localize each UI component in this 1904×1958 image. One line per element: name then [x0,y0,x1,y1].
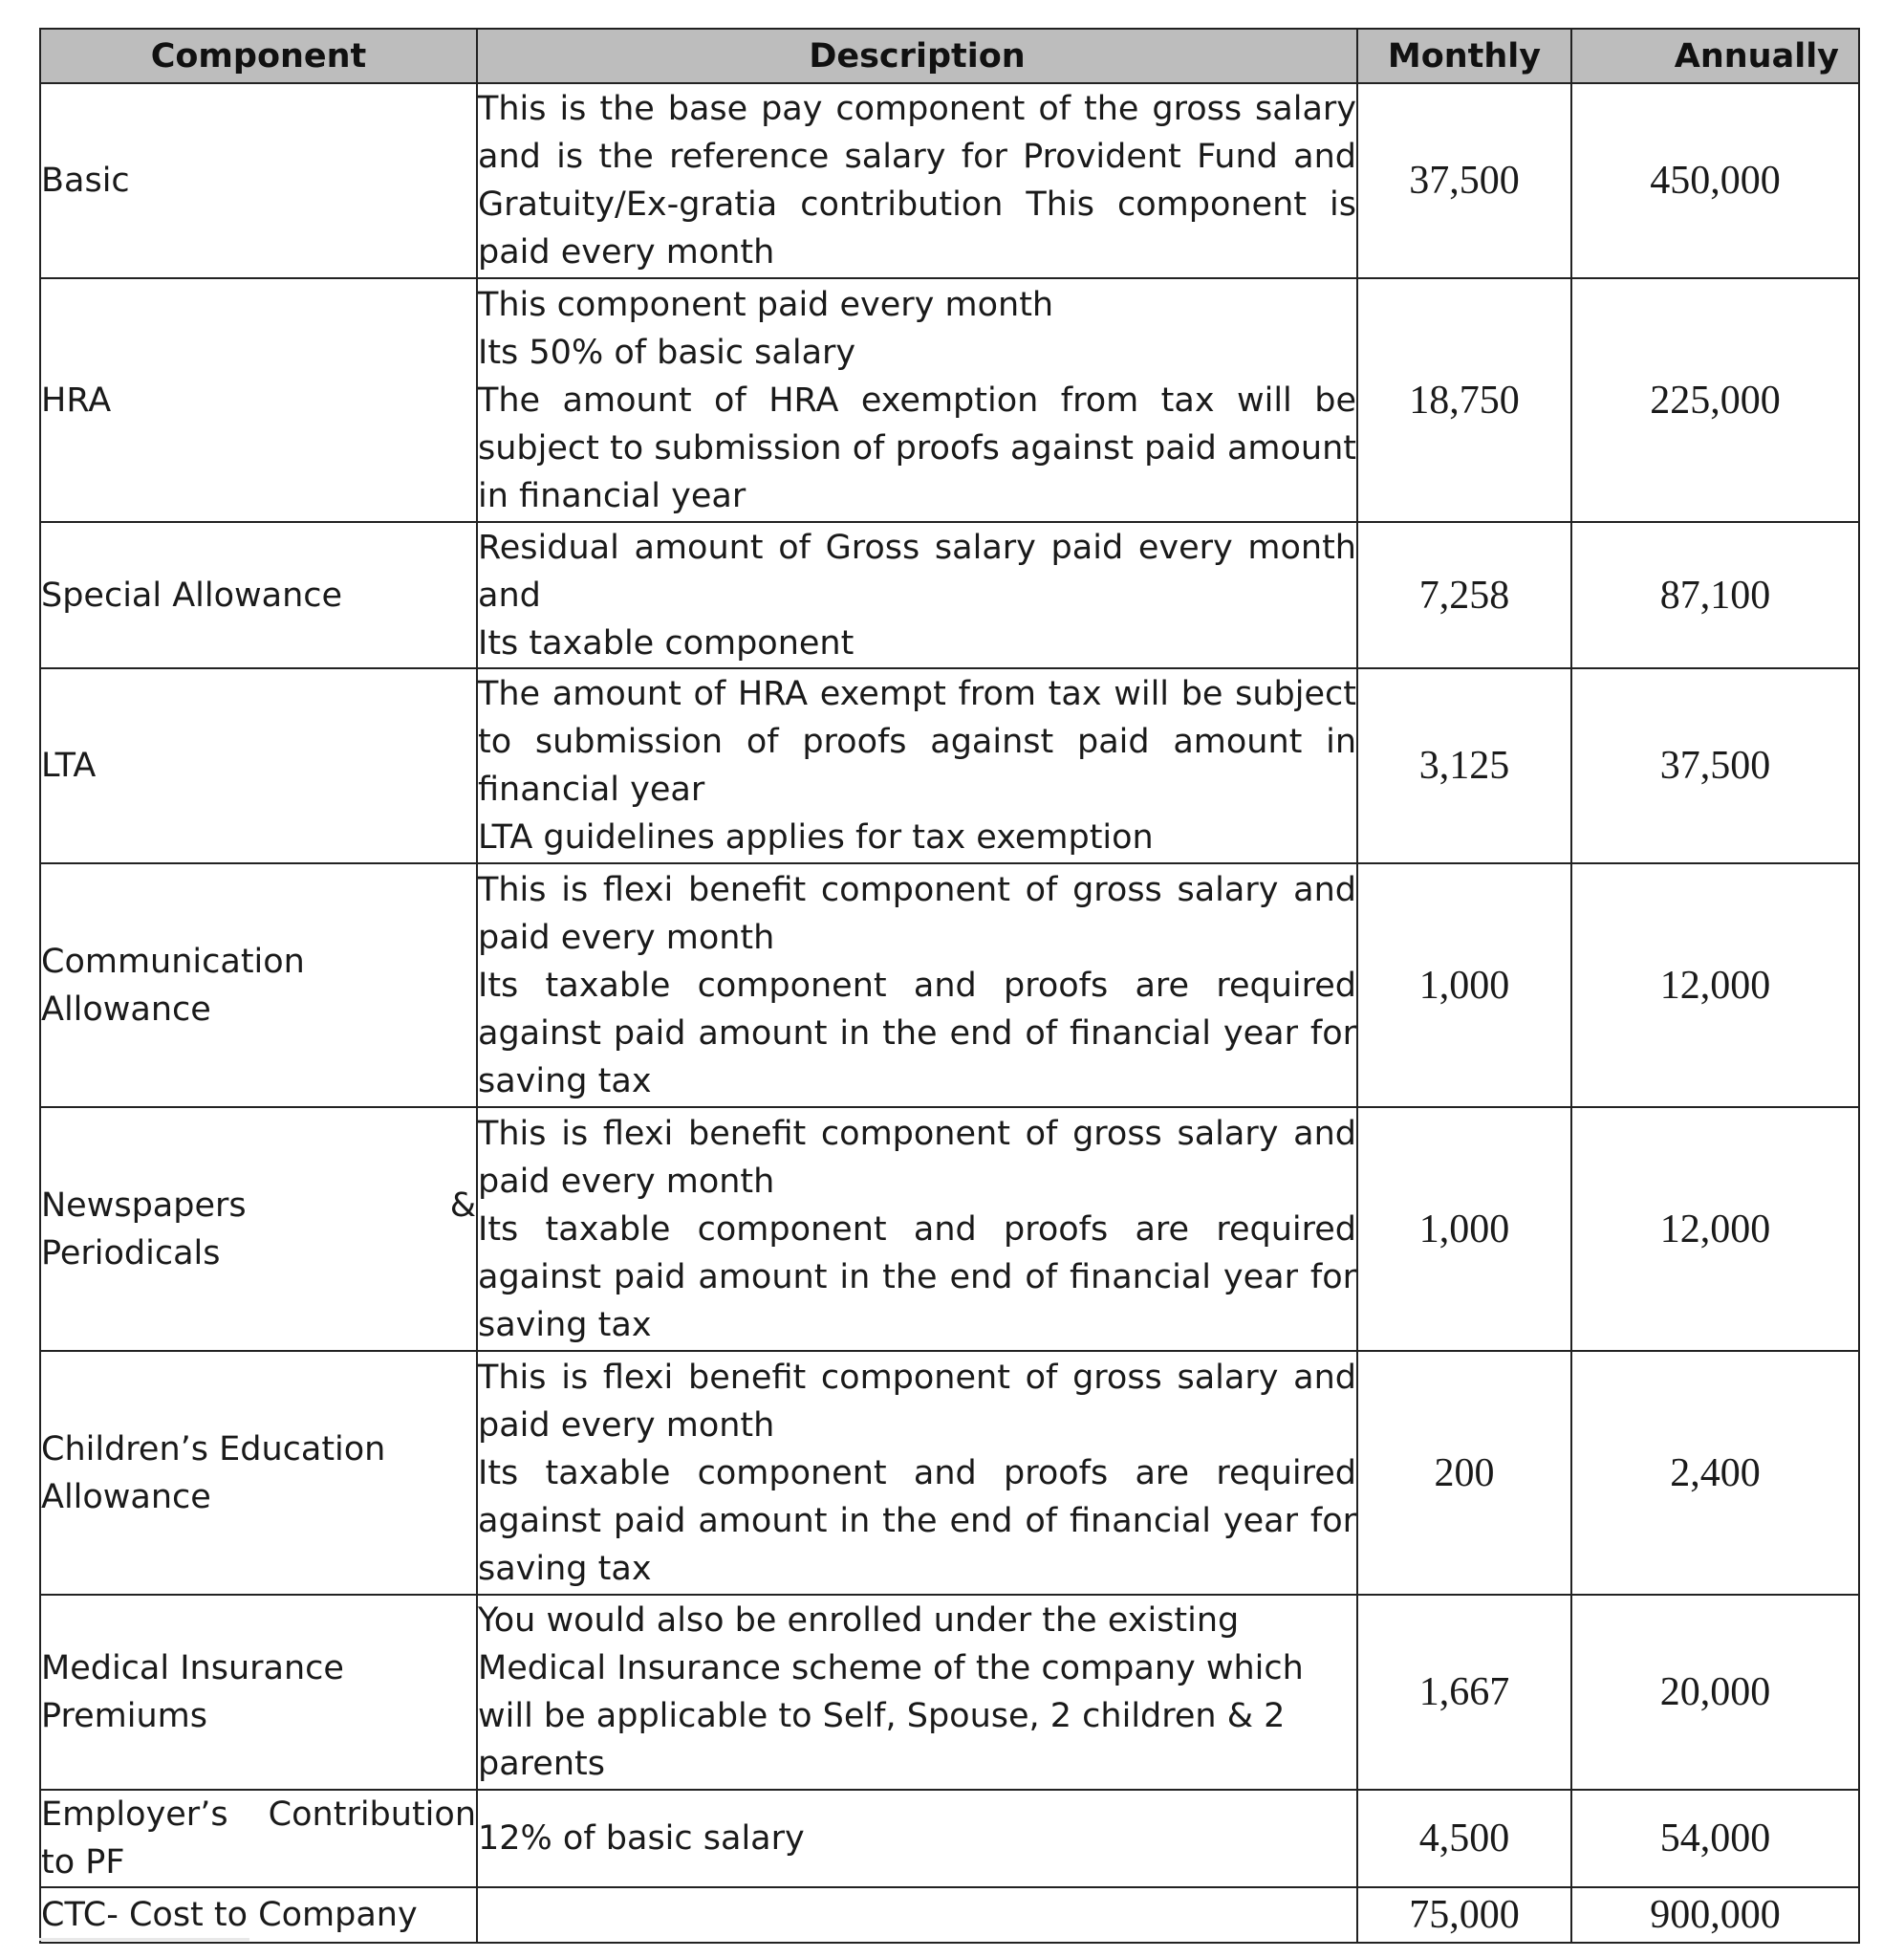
annually-cell: 12,000 [1571,1107,1859,1351]
monthly-cell: 200 [1357,1351,1571,1595]
table-row [40,1595,1859,1790]
table-row [40,1790,1859,1887]
table-row [40,278,1859,522]
monthly-cell: 3,125 [1357,668,1571,863]
component-line: Allowance [41,990,211,1029]
component-line: Medical Insurance [41,1649,344,1687]
component-cell: HRA [40,278,477,522]
component-line: Allowance [41,1477,211,1516]
component-line: Children’s Education [41,1429,386,1468]
header-component: Component [40,29,477,83]
description-cell [477,1107,1357,1351]
annually-cell: 2,400 [1571,1351,1859,1595]
annually-cell: 87,100 [1571,522,1859,668]
header-monthly: Monthly [1357,29,1571,83]
description-line: This component paid every month [478,285,1054,324]
annually-cell: 37,500 [1571,668,1859,863]
table-row [40,83,1859,278]
description-cell [477,522,1357,668]
table-row [40,1351,1859,1595]
description-line: This is flexi benefit component of gross salary and paid every month [478,870,1356,957]
component-cell: LTA [40,668,477,863]
header-description: Description [477,29,1357,83]
annually-cell: 12,000 [1571,863,1859,1107]
component-cell: Basic [40,83,477,278]
component-cell [40,1595,477,1790]
monthly-cell: 1,667 [1357,1595,1571,1790]
description-cell: 12% of basic salary [477,1790,1357,1887]
monthly-cell: 7,258 [1357,522,1571,668]
description-line: Its 50% of basic salary [478,333,856,372]
component-word: & [449,1186,476,1225]
salary-breakdown-table [39,28,1860,1944]
description-line: Its taxable component and proofs are required against paid amount in the end of financial year for saving tax [478,966,1356,1100]
description-line: Its taxable component and proofs are required against paid amount in the end of financial year for saving tax [478,1209,1356,1344]
table-row-total [40,1887,1859,1943]
table-row [40,863,1859,1107]
annually-cell: 900,000 [1571,1887,1859,1943]
header-row [40,29,1859,83]
description-cell [477,1887,1357,1943]
monthly-cell: 1,000 [1357,1107,1571,1351]
annually-cell: 54,000 [1571,1790,1859,1887]
header-annually: Annually [1571,29,1859,83]
description-line: Its taxable component and proofs are required against paid amount in the end of financial year for saving tax [478,1453,1356,1588]
component-line: Periodicals [41,1233,221,1273]
description-cell [477,278,1357,522]
description-line: The amount of HRA exemption from tax will be subject to submission of proofs against paid amount in financial year [478,381,1356,515]
monthly-cell: 37,500 [1357,83,1571,278]
annually-cell: 450,000 [1571,83,1859,278]
description-cell [477,668,1357,863]
table-row [40,668,1859,863]
component-cell: Employer’s Contribution to PF [40,1790,477,1887]
description-cell [477,1351,1357,1595]
monthly-cell: 75,000 [1357,1887,1571,1943]
description-cell: You would also be enrolled under the existing Medical Insurance scheme of the company which will be applicable to Self, Spouse, 2 children & 2 parents [477,1595,1357,1790]
description-line: This is flexi benefit component of gross salary and paid every month [478,1358,1356,1445]
component-word: Newspapers [41,1186,247,1225]
table-row [40,1107,1859,1351]
description-cell [477,863,1357,1107]
description-line: Residual amount of Gross salary paid every month and [478,528,1356,615]
page-edge-divider [39,1938,249,1941]
description-cell: This is the base pay component of the gross salary and is the reference salary for Provident Fund and Gratuity/Ex-gratia contribution This component is paid every month [477,83,1357,278]
component-cell: CTC- Cost to Company [40,1887,477,1943]
component-cell [40,1107,477,1351]
table-row [40,522,1859,668]
description-line: LTA guidelines applies for tax exemption [478,818,1154,857]
monthly-cell: 1,000 [1357,863,1571,1107]
component-line: Premiums [41,1697,207,1735]
component-cell: Special Allowance [40,522,477,668]
component-cell [40,863,477,1107]
monthly-cell: 18,750 [1357,278,1571,522]
component-line: Communication [41,942,305,981]
component-line [41,1182,476,1229]
monthly-cell: 4,500 [1357,1790,1571,1887]
component-cell [40,1351,477,1595]
description-line: The amount of HRA exempt from tax will be subject to submission of proofs against paid amount in financial year [478,675,1356,809]
annually-cell: 20,000 [1571,1595,1859,1790]
description-line: Its taxable component [478,623,855,663]
annually-cell: 225,000 [1571,278,1859,522]
description-line: This is flexi benefit component of gross salary and paid every month [478,1114,1356,1201]
